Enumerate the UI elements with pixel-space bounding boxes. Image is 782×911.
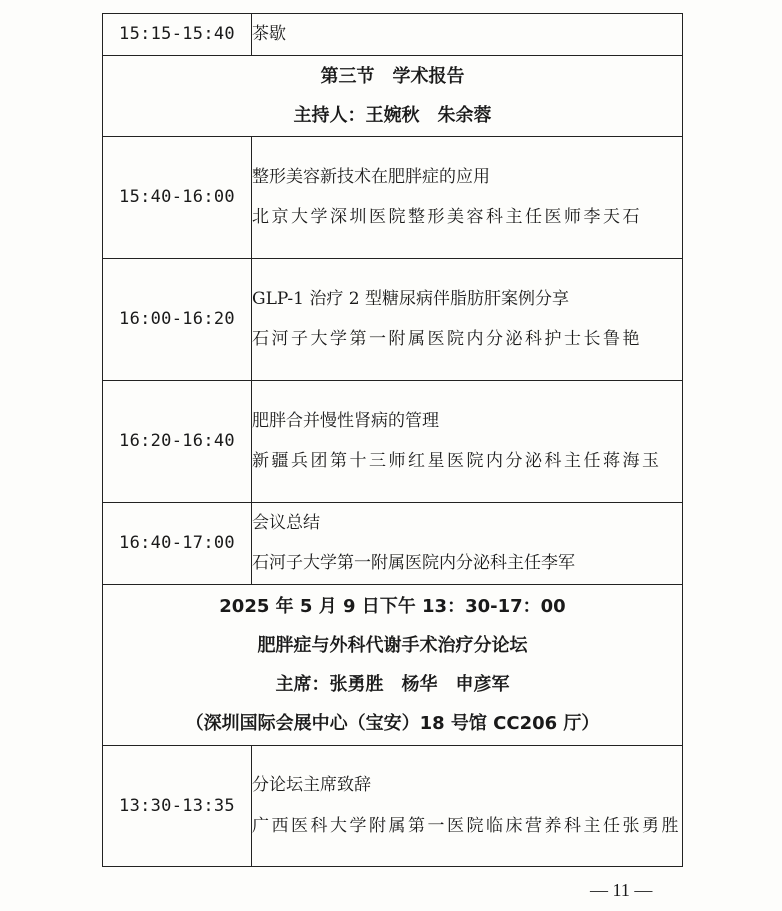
table-row — [103, 14, 683, 56]
table-row — [103, 745, 683, 866]
agenda-table — [102, 13, 683, 867]
forum-venue: （深圳国际会展中心（宝安）18 号馆 CC206 厅） — [185, 712, 600, 734]
session-speaker: 新疆兵团第十三师红星医院内分泌科主任蒋海玉 — [252, 451, 662, 471]
time-cell: 13:30-13:35 — [103, 745, 252, 866]
time-cell: 16:40-17:00 — [103, 502, 252, 584]
forum-title: 肥胖症与外科代谢手术治疗分论坛 — [257, 634, 528, 656]
section-title: 第三节 学术报告 — [320, 65, 465, 87]
session-speaker: 广西医科大学附属第一医院临床营养科主任张勇胜 — [252, 815, 681, 836]
time-cell: 15:40-16:00 — [103, 136, 252, 258]
section-hosts: 主持人：王婉秋 朱余蓉 — [293, 104, 492, 126]
session-cell — [252, 380, 683, 502]
section-header-row — [103, 55, 683, 136]
session-title: 整形美容新技术在肥胖症的应用 — [252, 166, 490, 187]
session-cell — [252, 14, 683, 56]
table-row — [103, 380, 683, 502]
forum-header — [103, 584, 683, 745]
section-header — [103, 55, 683, 136]
table-row — [103, 136, 683, 258]
table-row — [103, 502, 683, 584]
forum-date: 2025 年 5 月 9 日下午 13：30-17：00 — [219, 595, 566, 617]
session-speaker: 石河子大学第一附属医院内分泌科护士长鲁艳 — [252, 329, 642, 349]
session-cell — [252, 745, 683, 866]
time-cell: 15:15-15:40 — [103, 14, 252, 56]
session-cell — [252, 502, 683, 584]
session-title: GLP-1 治疗 2 型糖尿病伴脂肪肝案例分享 — [252, 288, 569, 309]
table-row — [103, 258, 683, 380]
time-cell: 16:00-16:20 — [103, 258, 252, 380]
page-number: — 11 — — [590, 880, 653, 900]
time-cell: 16:20-16:40 — [103, 380, 252, 502]
session-cell — [252, 136, 683, 258]
session-speaker: 石河子大学第一附属医院内分泌科主任李军 — [252, 553, 575, 573]
session-title: 茶歇 — [252, 24, 286, 44]
session-speaker: 北京大学深圳医院整形美容科主任医师李天石 — [252, 207, 642, 227]
section-header-row — [103, 584, 683, 745]
session-title: 肥胖合并慢性肾病的管理 — [252, 410, 439, 431]
session-title: 分论坛主席致辞 — [252, 775, 371, 795]
session-cell — [252, 258, 683, 380]
session-title: 会议总结 — [252, 512, 320, 533]
forum-chairs: 主席：张勇胜 杨华 申彦军 — [275, 673, 510, 695]
